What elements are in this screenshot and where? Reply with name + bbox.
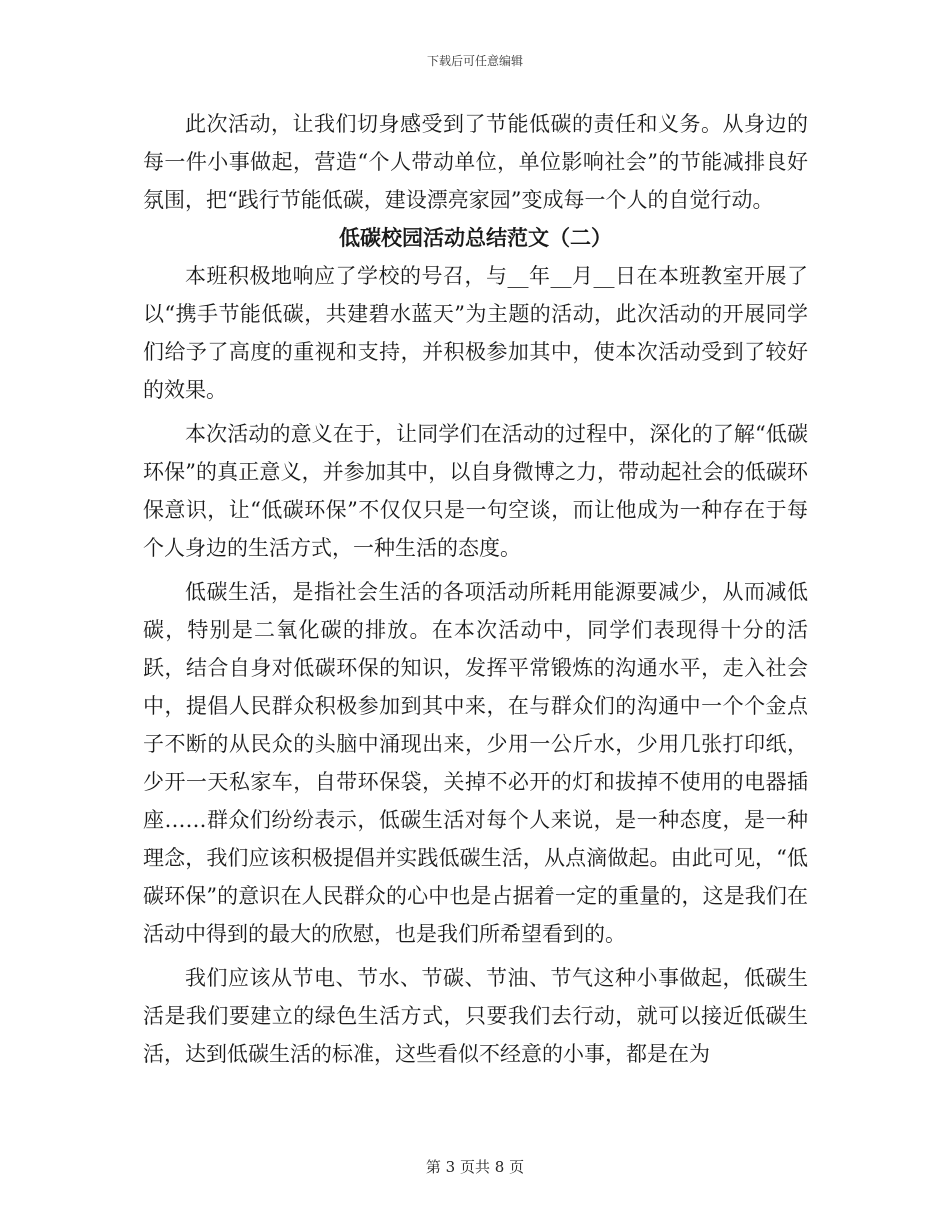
page-header: 下载后可任意编辑 <box>426 54 523 68</box>
paragraph-5: 我们应该从节电、节水、节碳、节油、节气这种小事做起，低碳生活是我们要建立的绿色生活方式，只要我们去行动，就可以接近低碳生活，达到低碳生活的标准，这些看似不经意的小事，都是在为 <box>143 966 808 1066</box>
page-footer: 第 3 页共 8 页 <box>425 1158 525 1176</box>
paragraph-1: 此次活动，让我们切身感受到了节能低碳的责任和义务。从身边的每一件小事做起，营造“个人带动单位，单位影响社会”的节能减排良好氛围，把“践行节能低碳，建设漂亮家园”变成每一个人的自觉行动。 <box>143 112 808 212</box>
section-heading: 低碳校园活动总结范文（二） <box>339 226 612 250</box>
paragraph-4: 低碳生活，是指社会生活的各项活动所耗用能源要减少，从而减低碳，特别是二氧化碳的排放。在本次活动中，同学们表现得十分的活跃，结合自身对低碳环保的知识，发挥平常锻炼的沟通水平，走入社会中，提倡人民群众积极参加到其中来，在与群众们的沟通中一个个金点子不断的从民众的头脑中涌现出来，少用一公斤水，少用几张打印纸，少开一天私家车，自带环保袋，关掉不必开的灯和拔掉不使用的电器插座……群众们纷纷表示，低碳生活对每个人来说，是一种态度，是一种理念，我们应该积极提倡并实践低碳生活，从点滴做起。由此可见，“低碳环保”的意识在人民群众的心中也是占据着一定的重量的，这是我们在活动中得到的最大的欣慰，也是我们所希望看到的。 <box>143 580 808 946</box>
document-body <box>143 105 808 1073</box>
paragraph-2: 本班积极地响应了学校的号召，与__年__月__日在本班教室开展了以“携手节能低碳，共建碧水蓝天”为主题的活动，此次活动的开展同学们给予了高度的重视和支持，并积极参加其中，使本次活动受到了较好的效果。 <box>143 264 808 402</box>
paragraph-3: 本次活动的意义在于，让同学们在活动的过程中，深化的了解“低碳环保”的真正意义，并参加其中，以自身微博之力，带动起社会的低碳环保意识，让“低碳环保”不仅仅只是一句空谈，而让他成为一种存在于每个人身边的生活方式，一种生活的态度。 <box>143 422 808 560</box>
